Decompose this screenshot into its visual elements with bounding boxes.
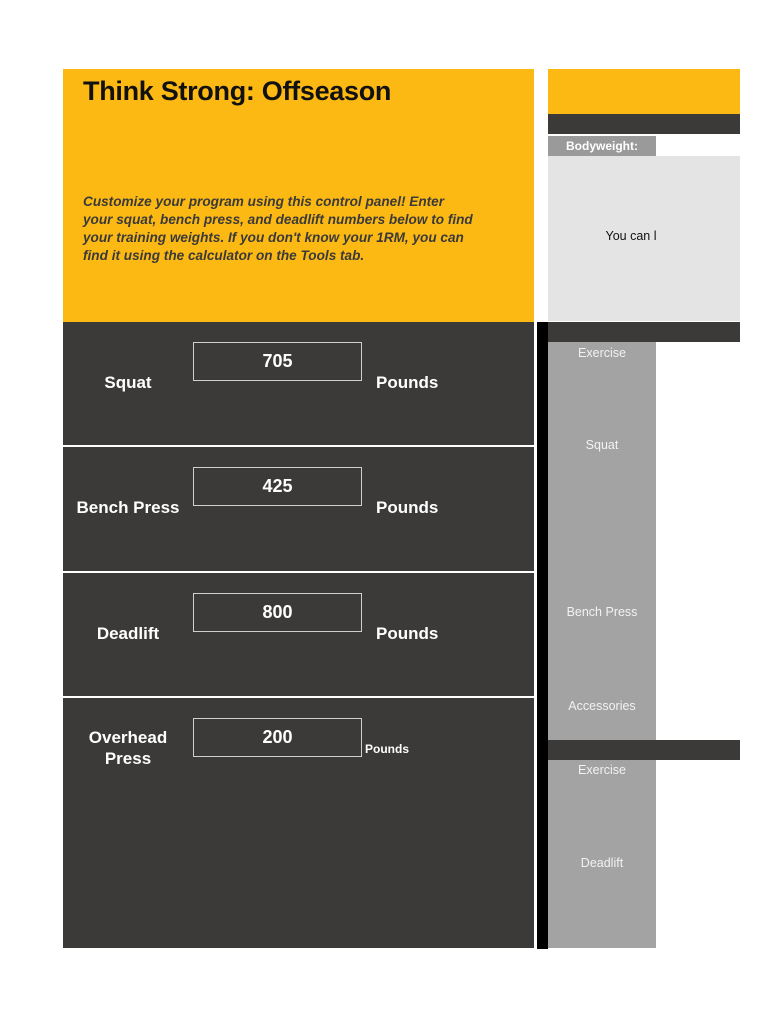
table2-header: Exercise [578, 763, 626, 777]
intro-text: Customize your program using this control panel! Enter your squat, bench press, and deadlift numbers below to find your training weights. If you don't know your 1RM, you can find it using the calculator on the Tools tab. [83, 194, 473, 263]
overhead-press-label-line2: Press [104, 749, 152, 768]
table1-item-squat: Squat [585, 438, 619, 452]
squat-label: Squat [104, 373, 152, 392]
deadlift-label: Deadlift [96, 624, 160, 643]
overhead-press-unit: Pounds [365, 742, 409, 756]
table1-item-accessories: Accessories [568, 699, 636, 713]
side-dark-bar [548, 114, 740, 134]
squat-input[interactable]: 705 [193, 342, 362, 381]
overhead-press-label [63, 727, 193, 769]
bench-press-input[interactable]: 425 [193, 467, 362, 506]
squat-unit: Pounds [376, 373, 439, 392]
deadlift-unit: Pounds [376, 624, 439, 643]
table2-header-bar [548, 740, 740, 760]
panel-divider [537, 322, 548, 949]
table2-column [548, 760, 656, 948]
table1-header: Exercise [578, 346, 626, 360]
overhead-press-label-line1: Overhead [88, 728, 168, 747]
side-info-text: You can l [605, 229, 657, 243]
table1-header-bar [548, 322, 740, 342]
deadlift-input[interactable]: 800 [193, 593, 362, 632]
side-header-bar [548, 69, 740, 114]
table1-column [548, 342, 656, 740]
table2-item-deadlift: Deadlift [580, 856, 624, 870]
bench-press-unit: Pounds [376, 498, 439, 517]
page-title: Think Strong: Offseason [83, 76, 392, 106]
bodyweight-label: Bodyweight: [548, 136, 656, 156]
table1-item-bench-press: Bench Press [566, 605, 638, 619]
overhead-press-input[interactable]: 200 [193, 718, 362, 757]
bench-press-label: Bench Press [76, 498, 180, 517]
